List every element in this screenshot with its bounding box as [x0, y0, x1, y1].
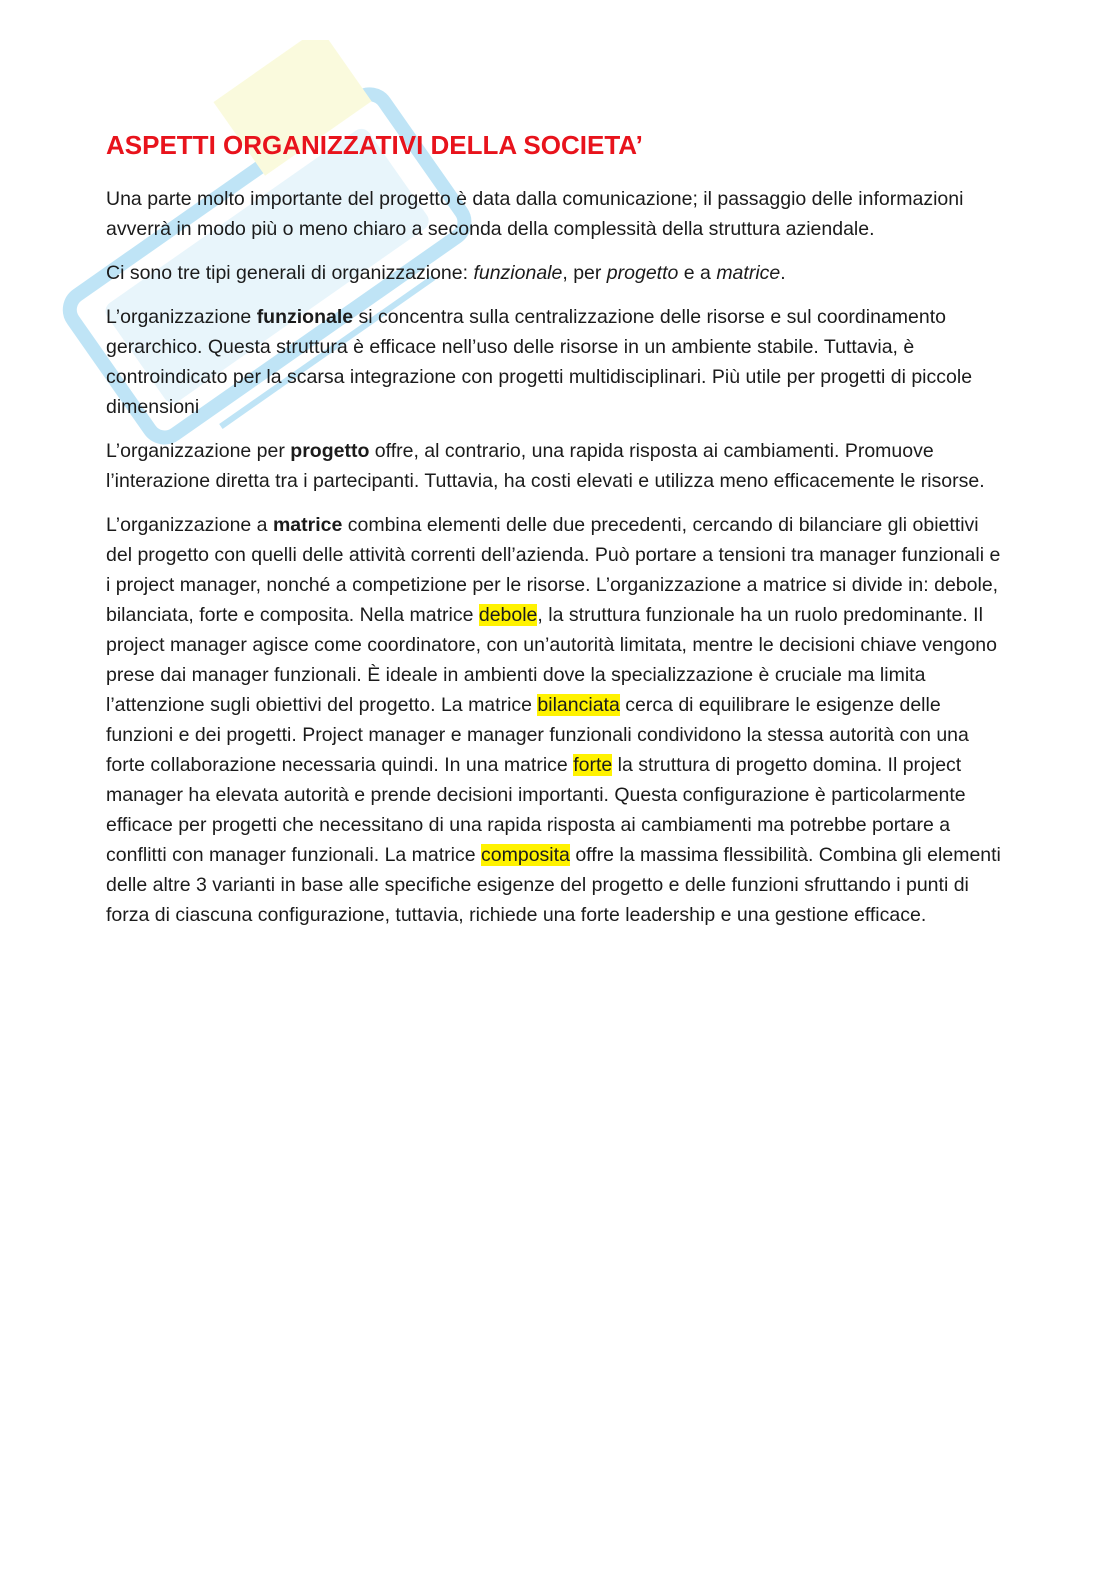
- text-span: L’organizzazione per: [106, 440, 291, 462]
- highlight-composita: composita: [481, 844, 570, 866]
- text-span: cerca di equilibrare le esigenze delle funzioni e dei progetti. Project manager e manager funzionali condividono la stessa autorità con una forte collaborazione necessaria quindi. In una matrice: [106, 694, 969, 776]
- text-span: , per: [562, 262, 607, 284]
- paragraph-intro: Una parte molto importante del progetto è data dalla comunicazione; il passaggio delle informazioni avverrà in modo più o meno chiaro a seconda della complessità della struttura aziendale.: [106, 188, 964, 240]
- text-span: .: [780, 262, 786, 284]
- text-span: L’organizzazione: [106, 306, 257, 328]
- text-span: si concentra sulla centralizzazione delle risorse e sul coordinamento gerarchico. Questa struttura è efficace nell’uso delle risorse in un ambiente stabile. Tuttavia, è controindicato per la scarsa integrazione con progetti multidisciplinari. Più utile per progetti di piccole dimensioni: [106, 306, 973, 418]
- highlight-forte: forte: [573, 754, 613, 776]
- text-span: L’organizzazione a: [106, 514, 273, 536]
- paragraph-funzionale: [106, 302, 1006, 422]
- italic-funzionale: funzionale: [473, 262, 563, 284]
- highlight-debole: debole: [478, 604, 538, 626]
- paragraph-matrice: [106, 510, 1006, 930]
- text-span: e a: [678, 262, 717, 284]
- text-span: offre la massima flessibilità. Combina gli elementi delle altre 3 varianti in base alle specifiche esigenze del progetto e delle funzioni sfruttando i punti di forza di ciascuna configurazione, tuttavia, richiede una forte leadership e una gestione efficace.: [106, 844, 1001, 926]
- text-span: , la struttura funzionale ha un ruolo predominante. Il project manager agisce come coordinatore, con un’autorità limitata, mentre le decisioni chiave vengono prese dai manager funzionali. È ideale in ambienti dove la specializzazione è cruciale ma limita l’attenzione sugli obiettivi del progetto. La matrice: [106, 604, 997, 716]
- text-span: combina elementi delle due precedenti, cercando di bilanciare gli obiettivi del progetto con quelli delle attività correnti dell’azienda. Può portare a tensioni tra manager funzionali e i project manager, nonché a competizione per le risorse. L’organizzazione a matrice si divide in: debole, bilanciata, forte e composita. Nella matrice: [106, 514, 1001, 626]
- text-span: offre, al contrario, una rapida risposta ai cambiamenti. Promuove l’interazione diretta tra i partecipanti. Tuttavia, ha costi elevati e utilizza meno efficacemente le risorse.: [106, 440, 985, 492]
- bold-funzionale: funzionale: [256, 306, 354, 328]
- paragraph-progetto: [106, 436, 1006, 496]
- highlight-bilanciata: bilanciata: [537, 694, 620, 716]
- bold-matrice: matrice: [272, 514, 343, 536]
- bold-progetto: progetto: [290, 440, 370, 462]
- text-span: la struttura di progetto domina. Il project manager ha elevata autorità e prende decisioni importanti. Questa configurazione è particolarmente efficace per progetti che necessitano di una rapida risposta ai cambiamenti ma potrebbe portare a conflitti con manager funzionali. La matrice: [106, 754, 966, 866]
- document-title: ASPETTI ORGANIZZATIVI DELLA SOCIETA’: [106, 130, 643, 160]
- italic-progetto: progetto: [606, 262, 679, 284]
- document-page: [106, 128, 1006, 944]
- paragraph-types: [106, 258, 1006, 288]
- italic-matrice: matrice: [716, 262, 781, 284]
- text-span: Ci sono tre tipi generali di organizzazione:: [106, 262, 474, 284]
